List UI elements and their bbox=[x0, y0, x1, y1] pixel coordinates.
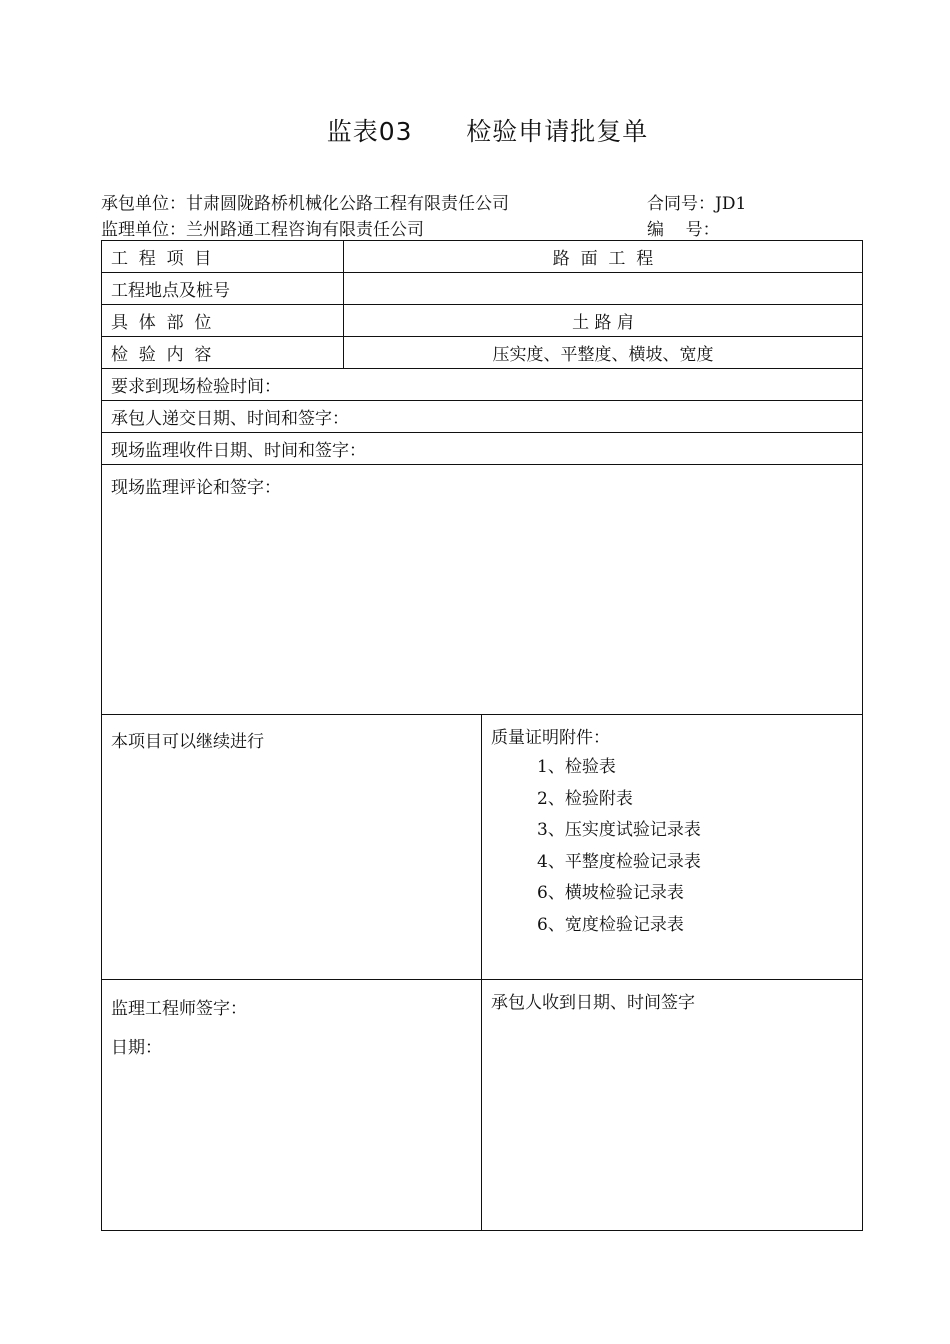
form-title: 监表03 检验申请批复单 bbox=[326, 117, 649, 146]
project-label bbox=[102, 241, 344, 273]
continue-field[interactable] bbox=[102, 715, 482, 980]
contractor-unit: 承包单位：甘肃圆陇路桥机械化公路工程有限责任公司 bbox=[101, 194, 509, 214]
contractor-submit-field[interactable]: 承包人递交日期、时间和签字： bbox=[102, 401, 863, 433]
project-value-text: 路 面 工 程 bbox=[552, 249, 654, 269]
serial-number: 编 号： bbox=[647, 220, 720, 240]
table-row bbox=[102, 241, 863, 273]
position-label bbox=[102, 305, 344, 337]
attachments-list bbox=[537, 752, 853, 941]
table-row bbox=[102, 433, 863, 465]
content-value[interactable]: 压实度、平整度、横坡、宽度 bbox=[344, 337, 863, 369]
project-value[interactable] bbox=[344, 241, 863, 273]
table-row bbox=[102, 337, 863, 369]
position-value[interactable] bbox=[344, 305, 863, 337]
list-item: 4、平整度检验记录表 bbox=[537, 851, 701, 872]
table-row bbox=[102, 401, 863, 433]
attachments-field bbox=[482, 715, 863, 980]
supervisor-comment-field[interactable] bbox=[102, 465, 863, 715]
table-row bbox=[102, 465, 863, 715]
engineer-sign-label: 监理工程师签字： bbox=[111, 999, 247, 1019]
table-row bbox=[102, 305, 863, 337]
engineer-sign-field[interactable] bbox=[102, 980, 482, 1231]
list-item: 6、宽度检验记录表 bbox=[537, 914, 684, 935]
list-item: 2、检验附表 bbox=[537, 788, 633, 809]
list-item: 6、横坡检验记录表 bbox=[537, 883, 684, 903]
location-value[interactable] bbox=[344, 273, 863, 305]
project-label-text: 工 程 项 目 bbox=[111, 249, 212, 269]
supervisor-comment-label: 现场监理评论和签字： bbox=[111, 478, 281, 498]
continue-note: 本项目可以继续进行 bbox=[111, 732, 264, 752]
table-row bbox=[102, 273, 863, 305]
contractor-receive-field[interactable] bbox=[482, 980, 863, 1231]
supervisor-unit: 监理单位：兰州路通工程咨询有限责任公司 bbox=[101, 220, 424, 240]
table-row bbox=[102, 715, 863, 980]
attachments-title: 质量证明附件： bbox=[491, 728, 610, 748]
list-item: 1、检验表 bbox=[537, 757, 616, 777]
supervisor-receive-field[interactable]: 现场监理收件日期、时间和签字： bbox=[102, 433, 863, 465]
content-label-text: 检 验 内 容 bbox=[111, 345, 212, 365]
table-row bbox=[102, 980, 863, 1231]
position-label-text: 具 体 部 位 bbox=[111, 313, 212, 333]
location-label: 工程地点及桩号 bbox=[102, 273, 344, 305]
contractor-receive-label: 承包人收到日期、时间签字 bbox=[491, 993, 695, 1013]
contract-number: 合同号：JD1 bbox=[647, 194, 747, 214]
list-item: 3、压实度试验记录表 bbox=[537, 820, 701, 840]
position-value-text: 土 路 肩 bbox=[572, 313, 634, 333]
inspection-form-table bbox=[101, 240, 863, 1231]
content-label bbox=[102, 337, 344, 369]
date-label: 日期： bbox=[111, 1038, 162, 1058]
inspection-time-field[interactable]: 要求到现场检验时间： bbox=[102, 369, 863, 401]
table-row bbox=[102, 369, 863, 401]
